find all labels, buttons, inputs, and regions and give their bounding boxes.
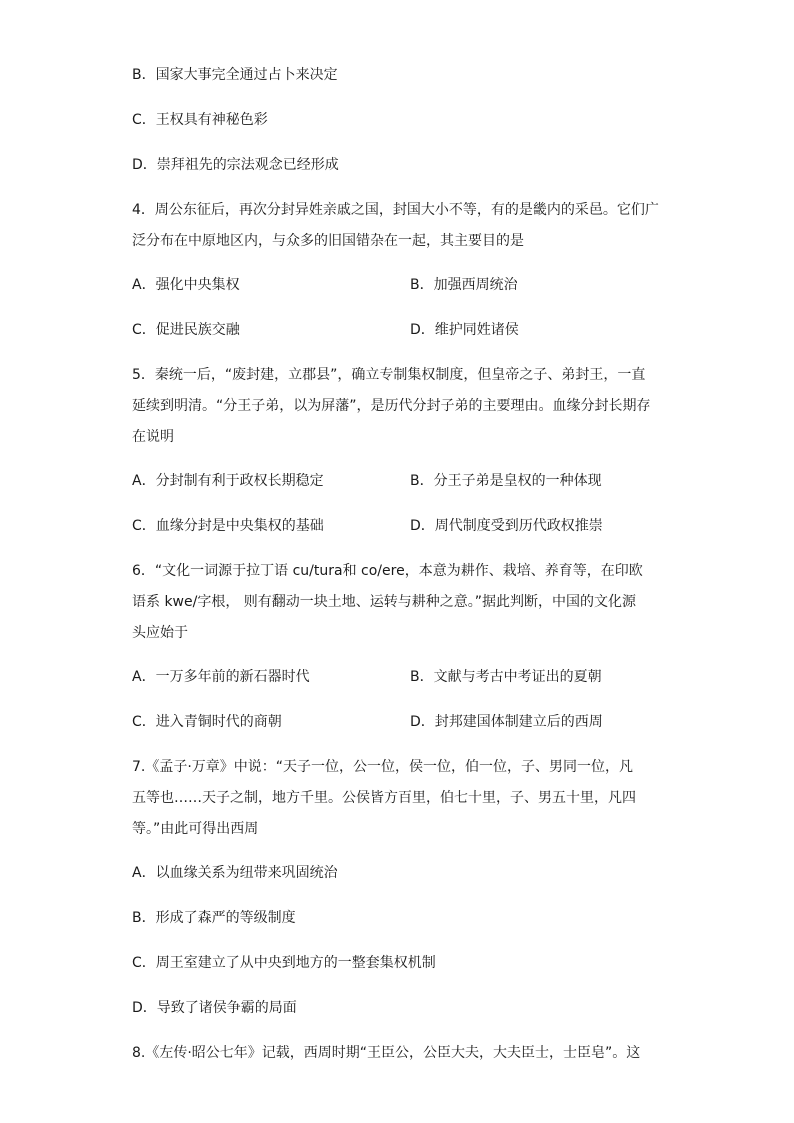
q7-stem-line-3: 等。”由此可得出西周 xyxy=(132,821,259,837)
q8-stem-line-1: 8.《左传·昭公七年》记载，西周时期“王臣公，公臣大夫，大夫臣士，士臣皂”。这 xyxy=(132,1045,641,1061)
q3-option-d: D．崇拜祖先的宗法观念已经形成 xyxy=(132,157,339,173)
q4-option-c: C．促进民族交融 xyxy=(132,322,240,338)
q3-option-b: B．国家大事完全通过占卜来决定 xyxy=(132,67,338,83)
q3-option-c: C．王权具有神秘色彩 xyxy=(132,112,268,128)
q5-option-c: C．血缘分封是中央集权的基础 xyxy=(132,518,324,534)
q6-option-d: D．封邦建国体制建立后的西周 xyxy=(410,714,603,730)
q5-stem-line-3: 在说明 xyxy=(132,429,174,445)
q4-stem-line-2: 泛分布在中原地区内，与众多的旧国错杂在一起，其主要目的是 xyxy=(132,233,524,249)
q6-option-a: A．一万多年前的新石器时代 xyxy=(132,669,310,685)
q5-stem-line-1: 5．秦统一后，“废封建，立郡县”，确立专制集权制度，但皇帝之子、弟封王，一直 xyxy=(132,367,646,383)
q6-stem-line-1: 6．“文化一词源于拉丁语 cu/tura和 co/ere，本意为耕作、栽培、养育等，在印欧 xyxy=(132,563,643,579)
q4-option-b: B．加强西周统治 xyxy=(410,277,518,293)
q7-stem-line-2: 五等也……天子之制，地方千里。公侯皆方百里，伯七十里，子、男五十里，凡四 xyxy=(132,790,636,806)
q4-option-d: D．维护同姓诸侯 xyxy=(410,322,519,338)
q6-option-c: C．进入青铜时代的商朝 xyxy=(132,714,282,730)
q7-option-b: B．形成了森严的等级制度 xyxy=(132,910,296,926)
q7-option-d: D．导致了诸侯争霸的局面 xyxy=(132,1000,297,1016)
q6-stem-line-3: 头应始于 xyxy=(132,625,188,641)
q7-option-a: A．以血缘关系为纽带来巩固统治 xyxy=(132,865,338,881)
q7-stem-line-1: 7.《孟子·万章》中说：“天子一位，公一位，侯一位，伯一位，子、男同一位，凡 xyxy=(132,759,634,775)
q5-stem-line-2: 延续到明清。“分王子弟，以为屏藩”，是历代分封子弟的主要理由。血缘分封长期存 xyxy=(132,398,651,414)
q7-option-c: C．周王室建立了从中央到地方的一整套集权机制 xyxy=(132,955,436,971)
q5-option-b: B．分王子弟是皇权的一种体现 xyxy=(410,473,602,489)
q5-option-a: A．分封制有利于政权长期稳定 xyxy=(132,473,324,489)
q4-option-a: A．强化中央集权 xyxy=(132,277,240,293)
q6-option-b: B．文献与考古中考证出的夏朝 xyxy=(410,669,602,685)
q6-stem-line-2: 语系 kwe/字根， 则有翻动一块土地、运转与耕种之意。”据此判断，中国的文化源 xyxy=(132,594,637,610)
q5-option-d: D．周代制度受到历代政权推崇 xyxy=(410,518,603,534)
q4-stem-line-1: 4．周公东征后，再次分封异姓亲戚之国，封国大小不等，有的是畿内的采邑。它们广 xyxy=(132,202,659,218)
